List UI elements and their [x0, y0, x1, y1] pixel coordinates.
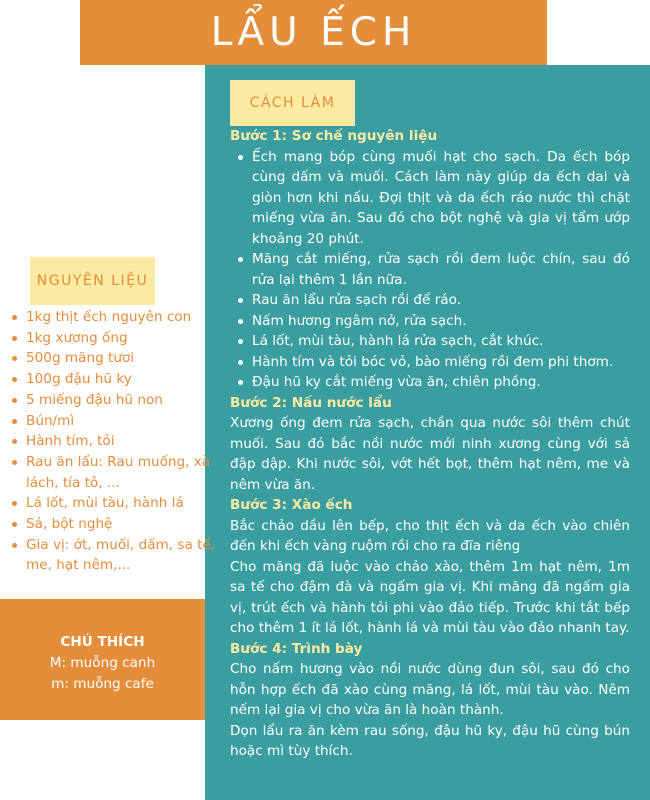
note-line: M: muỗng canh: [49, 655, 156, 671]
ingredient-item: 500g măng tươi: [26, 348, 216, 369]
step-2-title: Bước 2: Nấu nước lẩu: [230, 394, 392, 411]
step-4-title: Bước 4: Trình bày: [230, 640, 363, 657]
page-title: LẨU ẾCH: [210, 10, 417, 55]
title-banner: [80, 0, 547, 65]
step-3-paragraph: Bắc chảo dầu lên bếp, cho thịt ếch và da ếch vào chiên đến khi ếch vàng ruộm rồi cho ra đĩa riêng: [230, 517, 630, 554]
method-steps: [230, 126, 630, 762]
note-title: CHÚ THÍCH: [60, 634, 145, 650]
ingredient-item: Rau ăn lẩu: Rau muống, xà lách, tía tô, ...: [26, 452, 216, 493]
step-2-paragraph: Xương ống đem rửa sạch, chần qua nước sôi thêm chút muối. Sau đó bắc nồi nước mới ninh xương cùng với sả đập dập. Khi nước sôi, vớt hết bọt, thêm hạt nêm, me và nêm vừa ăn.: [230, 415, 630, 493]
ingredient-item: Gia vị: ớt, muối, dấm, sa tế, me, hạt nêm,...: [26, 535, 216, 576]
ingredient-item: Hành tím, tỏi: [26, 431, 216, 452]
step-1-bullet: Đậu hũ ky cắt miếng vừa ăn, chiên phồng.: [252, 372, 630, 393]
step-1-bullet: Rau ăn lẩu rửa sạch rồi để ráo.: [252, 290, 630, 311]
ingredient-item: Sả, bột nghệ: [26, 514, 216, 535]
step-1-title: Bước 1: Sơ chế nguyên liệu: [230, 128, 438, 144]
step-3-paragraph: Cho măng đã luộc vào chảo xào, thêm 1m hạt nêm, 1m sa tế cho đậm đà và ngấm gia vị. Khi măng đã ngấm gia vị, trút ếch và hành tỏi phi vào đảo tiếp. Trước khi tắt bếp cho thêm 1 ít lá lốt, hành lá và mùi tàu vào đảo nhanh tay.: [230, 558, 630, 636]
step-1-bullet: Nấm hương ngâm nở, rửa sạch.: [252, 311, 630, 332]
step-1-bullet: Ếch mang bóp cùng muối hạt cho sạch. Da ếch bóp cùng dấm và muối. Cách làm này giúp da ếch dai và giòn hơn khi nấu. Đợi thịt và da ếch ráo nước thì chặt miếng vừa ăn. Sau đó cho bột nghệ và gia vị tẩm ướp khoảng 20 phút.: [252, 147, 630, 250]
note-line: m: muỗng cafe: [51, 676, 154, 692]
step-4-paragraph: Dọn lẩu ra ăn kèm rau sống, đậu hũ ky, đậu hũ cùng bún hoặc mì tùy thích.: [230, 722, 630, 759]
ingredient-item: 5 miếng đậu hũ non: [26, 390, 216, 411]
step-4-paragraph: Cho nấm hương vào nồi nước dùng đun sôi, sau đó cho hỗn hợp ếch đã xào cùng măng, lá lốt, mùi tàu vào. Nêm nếm lại gia vị cho vừa ăn là hoàn thành.: [230, 661, 630, 718]
step-1-bullet: Măng cắt miếng, rửa sạch rồi đem luộc chín, sau đó rửa lại thêm 1 lần nữa.: [252, 249, 630, 290]
step-3-title: Bước 3: Xào ếch: [230, 497, 353, 513]
note-box: [0, 599, 205, 720]
ingredient-item: 100g đậu hũ ky: [26, 369, 216, 390]
ingredients-list: [8, 307, 216, 576]
ingredient-item: 1kg xương ống: [26, 328, 216, 349]
ingredient-item: 1kg thịt ếch nguyên con: [26, 307, 216, 328]
ingredient-item: Bún/mì: [26, 411, 216, 432]
step-1-list: [230, 147, 630, 393]
step-1-bullet: Hành tím và tỏi bóc vỏ, bào miếng rồi đem phi thơm.: [252, 352, 630, 373]
method-section-label: CÁCH LÀM: [230, 80, 355, 126]
step-1-bullet: Lá lốt, mùi tàu, hành lá rửa sạch, cắt khúc.: [252, 331, 630, 352]
ingredients-section-label: NGUYÊN LIỆU: [30, 257, 155, 305]
ingredient-item: Lá lốt, mùi tàu, hành lá: [26, 493, 216, 514]
